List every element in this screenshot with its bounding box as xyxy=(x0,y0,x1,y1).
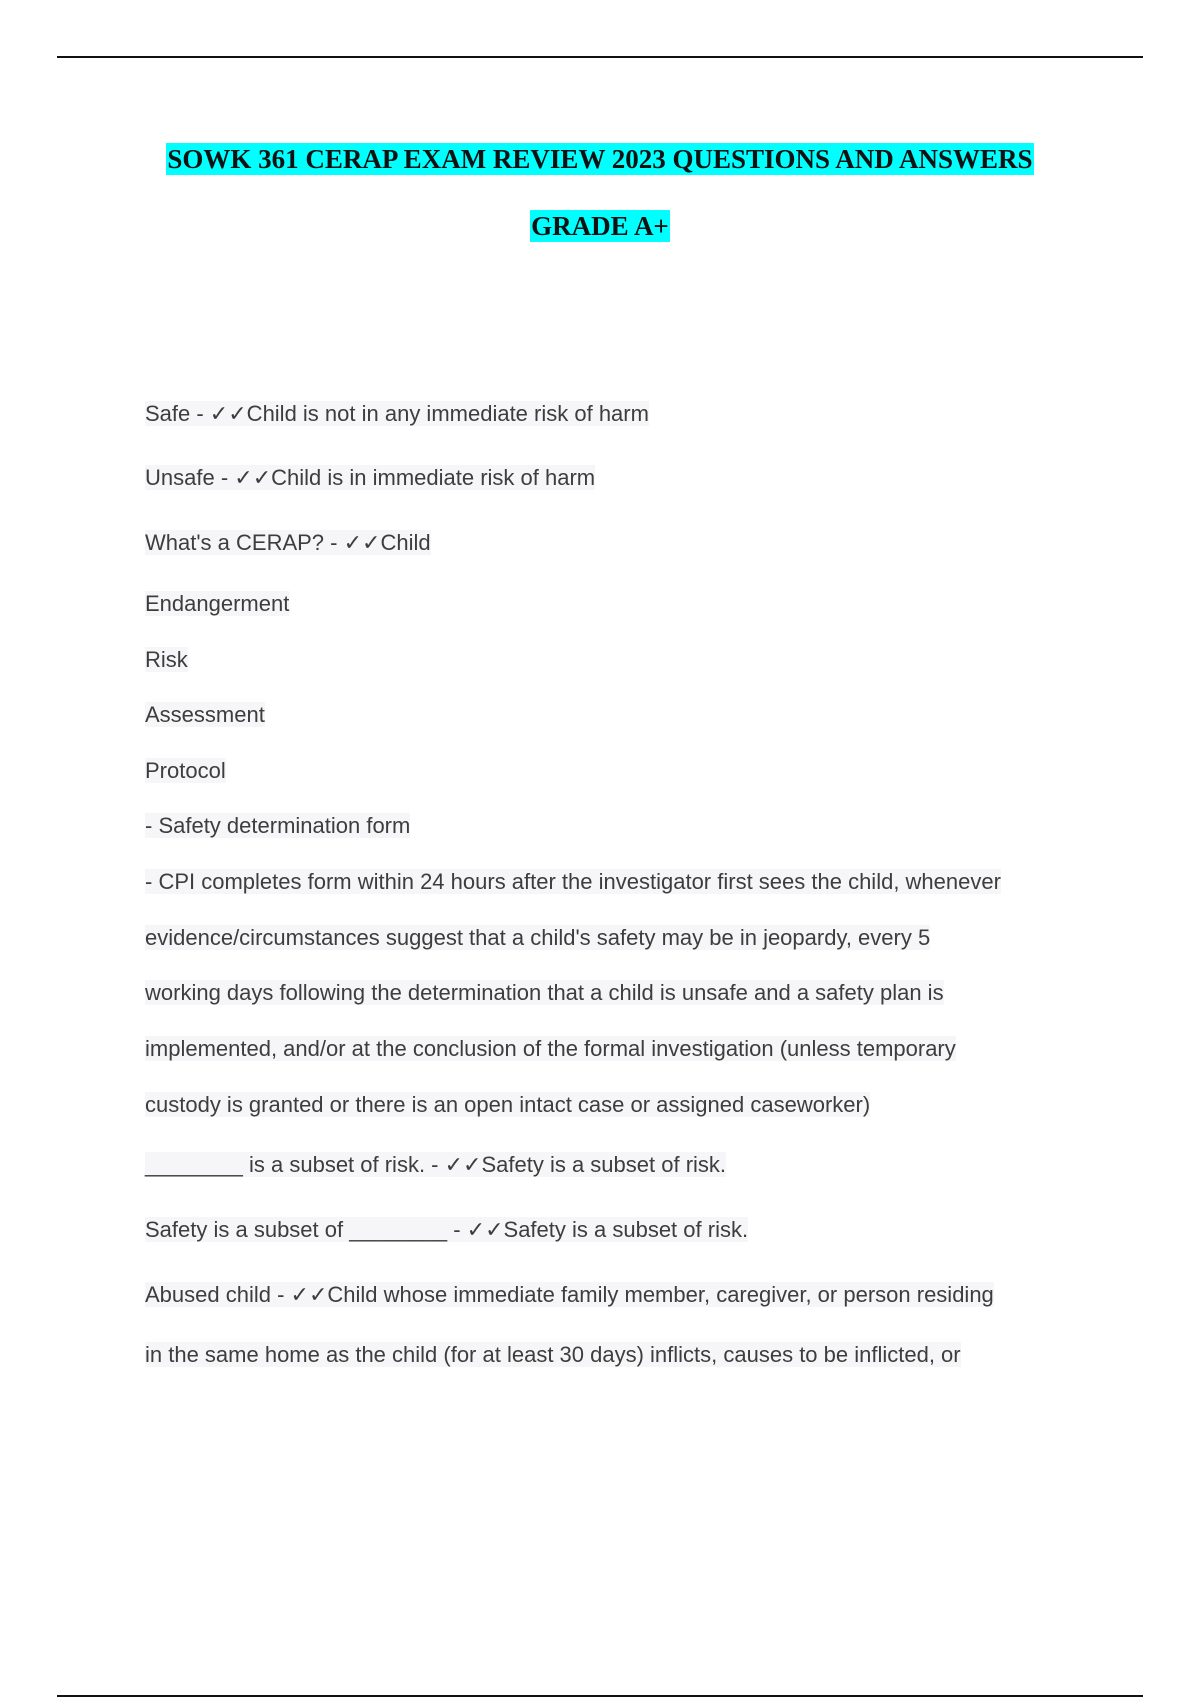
top-rule xyxy=(57,56,1143,58)
text-line: Assessment xyxy=(145,702,265,727)
title-highlight-1: SOWK 361 CERAP EXAM REVIEW 2023 QUESTIONS AND ANSWERS xyxy=(167,144,1033,174)
text-line: Safe - ✓✓Child is not in any immediate risk of harm xyxy=(145,401,649,426)
document-title-line-2 xyxy=(0,211,1200,242)
text-line: ________ is a subset of risk. - ✓✓Safety is a subset of risk. xyxy=(145,1152,727,1177)
text-line: implemented, and/or at the conclusion of the formal investigation (unless temporary xyxy=(145,1036,956,1061)
text-line: What's a CERAP? - ✓✓Child xyxy=(145,530,431,555)
text-line: Risk xyxy=(145,647,188,672)
text-line: - Safety determination form xyxy=(145,813,411,838)
text-line: in the same home as the child (for at least 30 days) inflicts, causes to be inflicted, or xyxy=(145,1342,961,1367)
text-line: working days following the determination that a child is unsafe and a safety plan is xyxy=(145,980,944,1005)
title-highlight-2: GRADE A+ xyxy=(531,211,669,241)
text-line: Endangerment xyxy=(145,591,290,616)
text-line: Protocol xyxy=(145,758,226,783)
text-line: Unsafe - ✓✓Child is in immediate risk of harm xyxy=(145,465,596,490)
text-line: Abused child - ✓✓Child whose immediate family member, caregiver, or person residing xyxy=(145,1282,994,1307)
bottom-rule xyxy=(57,1695,1143,1697)
text-line: evidence/circumstances suggest that a child's safety may be in jeopardy, every 5 xyxy=(145,925,931,950)
document-title-line-1 xyxy=(0,144,1200,175)
text-line: - CPI completes form within 24 hours after the investigator first sees the child, whenever xyxy=(145,869,1001,894)
text-line: Safety is a subset of ________ - ✓✓Safety is a subset of risk. xyxy=(145,1217,749,1242)
text-line: custody is granted or there is an open intact case or assigned caseworker) xyxy=(145,1092,871,1117)
